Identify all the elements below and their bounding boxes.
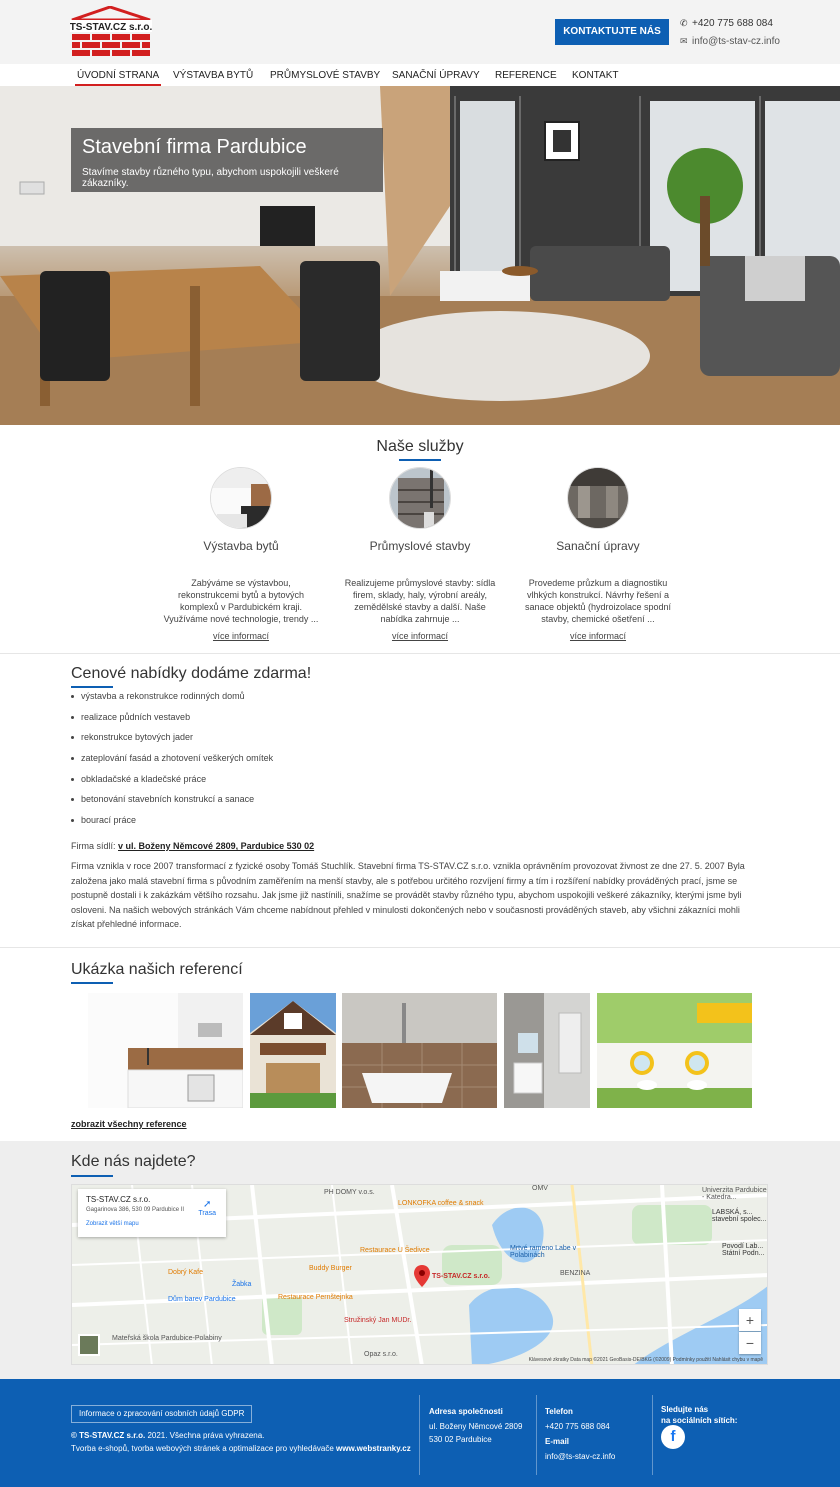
nav-item-industrial[interactable]: PRŮMYSLOVÉ STAVBY: [270, 70, 381, 81]
map-poi[interactable]: Mateřská škola Pardubice-Polabiny: [112, 1335, 222, 1342]
hero-caption: [71, 128, 383, 192]
nav-item-home[interactable]: ÚVODNÍ STRANA: [77, 70, 160, 81]
footer-address-line1: ul. Boženy Němcové 2809: [429, 1422, 523, 1431]
map-poi[interactable]: Dům barev Pardubice: [168, 1296, 236, 1303]
map-poi[interactable]: Žabka: [232, 1281, 252, 1288]
footer-phone[interactable]: +420 775 688 084: [545, 1422, 610, 1431]
hero-subtitle: Stavíme stavby různého typu, abychom uspokojili veškeré zákazníky.: [82, 167, 339, 189]
service-industrial[interactable]: [340, 467, 500, 641]
footer-social-title: Sledujte nás: [661, 1405, 709, 1414]
credit-link[interactable]: www.webstranky.cz: [336, 1444, 411, 1453]
all-references-link[interactable]: zobrazit všechny reference: [71, 1119, 187, 1129]
company-seat-label: Firma sídlí:: [71, 841, 116, 851]
services-title-underline: [399, 459, 441, 461]
main-nav: [0, 64, 840, 86]
map-card-address: Gagarinova 386, 530 09 Pardubice II: [86, 1207, 185, 1213]
reference-image-bathroom-2[interactable]: [504, 993, 590, 1108]
credit-text: Tvorba e-shopů, tvorba webových stránek a optimalizace pro vyhledávače: [71, 1444, 334, 1453]
service-industrial-more-link[interactable]: více informací: [391, 631, 449, 641]
footer-social: [661, 1403, 737, 1426]
service-remediation-image[interactable]: [567, 467, 629, 529]
map-poi[interactable]: Stružinský Jan MUDr.: [344, 1317, 412, 1324]
references-title-underline: [71, 982, 113, 984]
footer-email[interactable]: info@ts-stav-cz.info: [545, 1452, 616, 1461]
offers-list: [71, 691, 273, 836]
company-history-paragraph: Firma vznikla v roce 2007 transformací z fyzické osoby Tomáš Stuchlík. Stavební firma TS-STAV.CZ s.r.o. vznikla oprávněním provozovat živnost ze dne 27. 5. 2007 Byla založena jako malá stavební firma s původním zaměřením na menší stavby, ale s potřebou určitého rozvíjení firmy a tím i rozšíření nabídky prováděných prací, jsme se postupně dostali i k zakázkám většího rozsahu. Jak jsme již nastínili, snažíme se provádět stavby různého typu, abychom uspokojili veškeré zákazníky, kterými jsme byli osloveni. Na našich webových stránkách Vám chceme nabídnout přehled v minulosti dokončených nebo v současnosti prováděných staveb, aby všichni zákazníci mohli získat přehledné informace.: [71, 861, 745, 929]
footer-address-title: Adresa společnosti: [429, 1407, 503, 1416]
map-attribution: Klávesové zkratky Data map ©2021 GeoBasis-DE/BKG (©2009) Podmínky použití Nahlásit chybu v mapě: [528, 1357, 763, 1363]
footer-address-line2: 530 02 Pardubice: [429, 1435, 492, 1444]
list-item: betonování stavebních konstrukcí a sanace: [71, 794, 273, 815]
footer-phone-title: Telefon: [545, 1407, 573, 1416]
footer-email-title: E-mail: [545, 1437, 570, 1446]
service-apartments-desc: Zabýváme se výstavbou, rekonstrukcemi bytů a bytových komplexů v Pardubickém kraji. Využíváme nové technologie, trendy ...: [163, 578, 319, 624]
reference-image-bathroom[interactable]: [342, 993, 497, 1108]
map-poi[interactable]: PH DOMY v.o.s.: [324, 1189, 375, 1196]
map-route-button[interactable]: [198, 1199, 216, 1217]
services-title: Naše služby: [376, 438, 464, 455]
copyright-text: 2021. Všechna práva vyhrazena.: [147, 1431, 265, 1440]
map-poi[interactable]: Univerzita Pardubice - Katedra...: [702, 1187, 767, 1201]
map-poi[interactable]: LONKOFKA coffee & snack: [398, 1200, 484, 1207]
map-poi[interactable]: Mrtvé rameno Labe v Polabinách: [510, 1245, 577, 1259]
footer-separator: [652, 1395, 653, 1475]
zoom-out-button[interactable]: −: [739, 1332, 761, 1354]
service-apartments-more-link[interactable]: více informací: [212, 631, 270, 641]
list-item: obkladačské a kladečské práce: [71, 774, 273, 795]
company-logo[interactable]: [70, 6, 152, 58]
map-poi[interactable]: Dobrý Kafe: [168, 1269, 204, 1276]
map-poi[interactable]: Restaurace Pernštejnka: [278, 1294, 353, 1301]
section-divider: [0, 653, 840, 654]
map-poi[interactable]: LABSKÁ, s... stavební spolec...: [712, 1209, 767, 1223]
header-email-text: info@ts-stav-cz.info: [692, 36, 780, 47]
footer-separator: [419, 1395, 420, 1475]
credit: [71, 1444, 411, 1453]
header-phone[interactable]: [680, 18, 773, 29]
map-poi[interactable]: Opaz s.r.o.: [364, 1351, 398, 1358]
map-route-label: Trasa: [198, 1210, 216, 1217]
offers-title-underline: [71, 686, 113, 688]
hero-title: Stavební firma Pardubice: [82, 136, 307, 158]
service-industrial-image[interactable]: [389, 467, 451, 529]
list-item: realizace půdních vestaveb: [71, 712, 273, 733]
footer-social-subtitle: na sociálních sítích:: [661, 1416, 738, 1425]
facebook-icon[interactable]: f: [661, 1425, 685, 1449]
list-item: rekonstrukce bytových jader: [71, 732, 273, 753]
map-poi[interactable]: Restaurace U Šedivce: [360, 1247, 430, 1254]
service-apartments-name: Výstavba bytů: [203, 539, 279, 553]
map-title-underline: [71, 1175, 113, 1177]
nav-item-apartments[interactable]: VÝSTAVBA BYTŮ: [173, 70, 254, 81]
map-info-card: [78, 1189, 226, 1237]
service-apartments-image[interactable]: [210, 467, 272, 529]
list-item: zateplování fasád a zhotovení veškerých omítek: [71, 753, 273, 774]
footer-separator: [536, 1395, 537, 1475]
copyright-brand: © TS-STAV.CZ s.r.o.: [71, 1431, 146, 1440]
map-poi[interactable]: OMV: [532, 1185, 548, 1192]
service-remediation-name: Sanační úpravy: [556, 539, 640, 553]
company-seat: [71, 841, 314, 851]
reference-image-kindergarten[interactable]: [597, 993, 752, 1108]
site-footer: [0, 1379, 840, 1487]
service-industrial-desc: Realizujeme průmyslové stavby: sídla firem, sklady, haly, výrobní areály, zemědělské stavby a další. Naše nabídka zahrnuje ...: [344, 578, 496, 624]
offers-title: Cenové nabídky dodáme zdarma!: [71, 665, 312, 682]
site-header: [0, 0, 840, 64]
copyright: [71, 1431, 264, 1440]
map-marker-label[interactable]: TS-STAV.CZ s.r.o.: [432, 1273, 490, 1280]
service-apartments[interactable]: [161, 467, 321, 641]
envelope-icon: ✉: [680, 36, 688, 46]
directions-icon: ➚: [202, 1199, 212, 1210]
zoom-in-button[interactable]: +: [739, 1309, 761, 1331]
map-larger-link[interactable]: Zobrazit větší mapu: [86, 1221, 139, 1227]
nav-item-references[interactable]: REFERENCE: [495, 70, 557, 81]
map-card-title: TS-STAV.CZ s.r.o.: [86, 1195, 151, 1204]
reference-image-kitchen[interactable]: [88, 993, 243, 1108]
map-title: Kde nás najdete?: [71, 1153, 196, 1170]
header-email[interactable]: [680, 36, 780, 47]
service-remediation[interactable]: [518, 467, 678, 641]
google-map[interactable]: [71, 1184, 768, 1365]
footer-contact: [545, 1405, 615, 1463]
service-remediation-desc: Provedeme průzkum a diagnostiku vlhkých konstrukcí. Návrhy řešení a sanace objektů (hydroizolace spodní stavby, chemické ošetření ...: [524, 578, 672, 624]
company-seat-address-link[interactable]: v ul. Boženy Němcové 2809, Pardubice 530 02: [118, 841, 315, 851]
gdpr-link[interactable]: Informace o zpracování osobních údajů GDPR: [71, 1405, 252, 1423]
service-remediation-more-link[interactable]: více informací: [569, 631, 627, 641]
references-title: Ukázka našich referencí: [71, 961, 243, 978]
nav-item-remediation[interactable]: SANAČNÍ ÚPRAVY: [392, 70, 480, 81]
reference-image-house[interactable]: [250, 993, 336, 1108]
service-industrial-name: Průmyslové stavby: [369, 539, 471, 553]
map-poi[interactable]: BENZINA: [560, 1270, 591, 1277]
list-item: bourací práce: [71, 815, 273, 836]
contact-button[interactable]: KONTAKTUJTE NÁS: [555, 19, 669, 45]
footer-address: [429, 1405, 522, 1446]
section-divider: [0, 947, 840, 948]
hero-banner: [0, 86, 840, 425]
phone-icon: ✆: [680, 18, 688, 28]
map-poi[interactable]: Povodí Lab... Státní Podn...: [722, 1243, 765, 1257]
satellite-toggle[interactable]: [78, 1334, 100, 1356]
map-poi[interactable]: Buddy Burger: [309, 1265, 352, 1272]
list-item: výstavba a rekonstrukce rodinných domů: [71, 691, 273, 712]
nav-item-contact[interactable]: KONTAKT: [572, 70, 619, 81]
svg-text:TS-STAV.CZ s.r.o.: TS-STAV.CZ s.r.o.: [70, 22, 152, 33]
header-phone-text: +420 775 688 084: [692, 18, 773, 29]
